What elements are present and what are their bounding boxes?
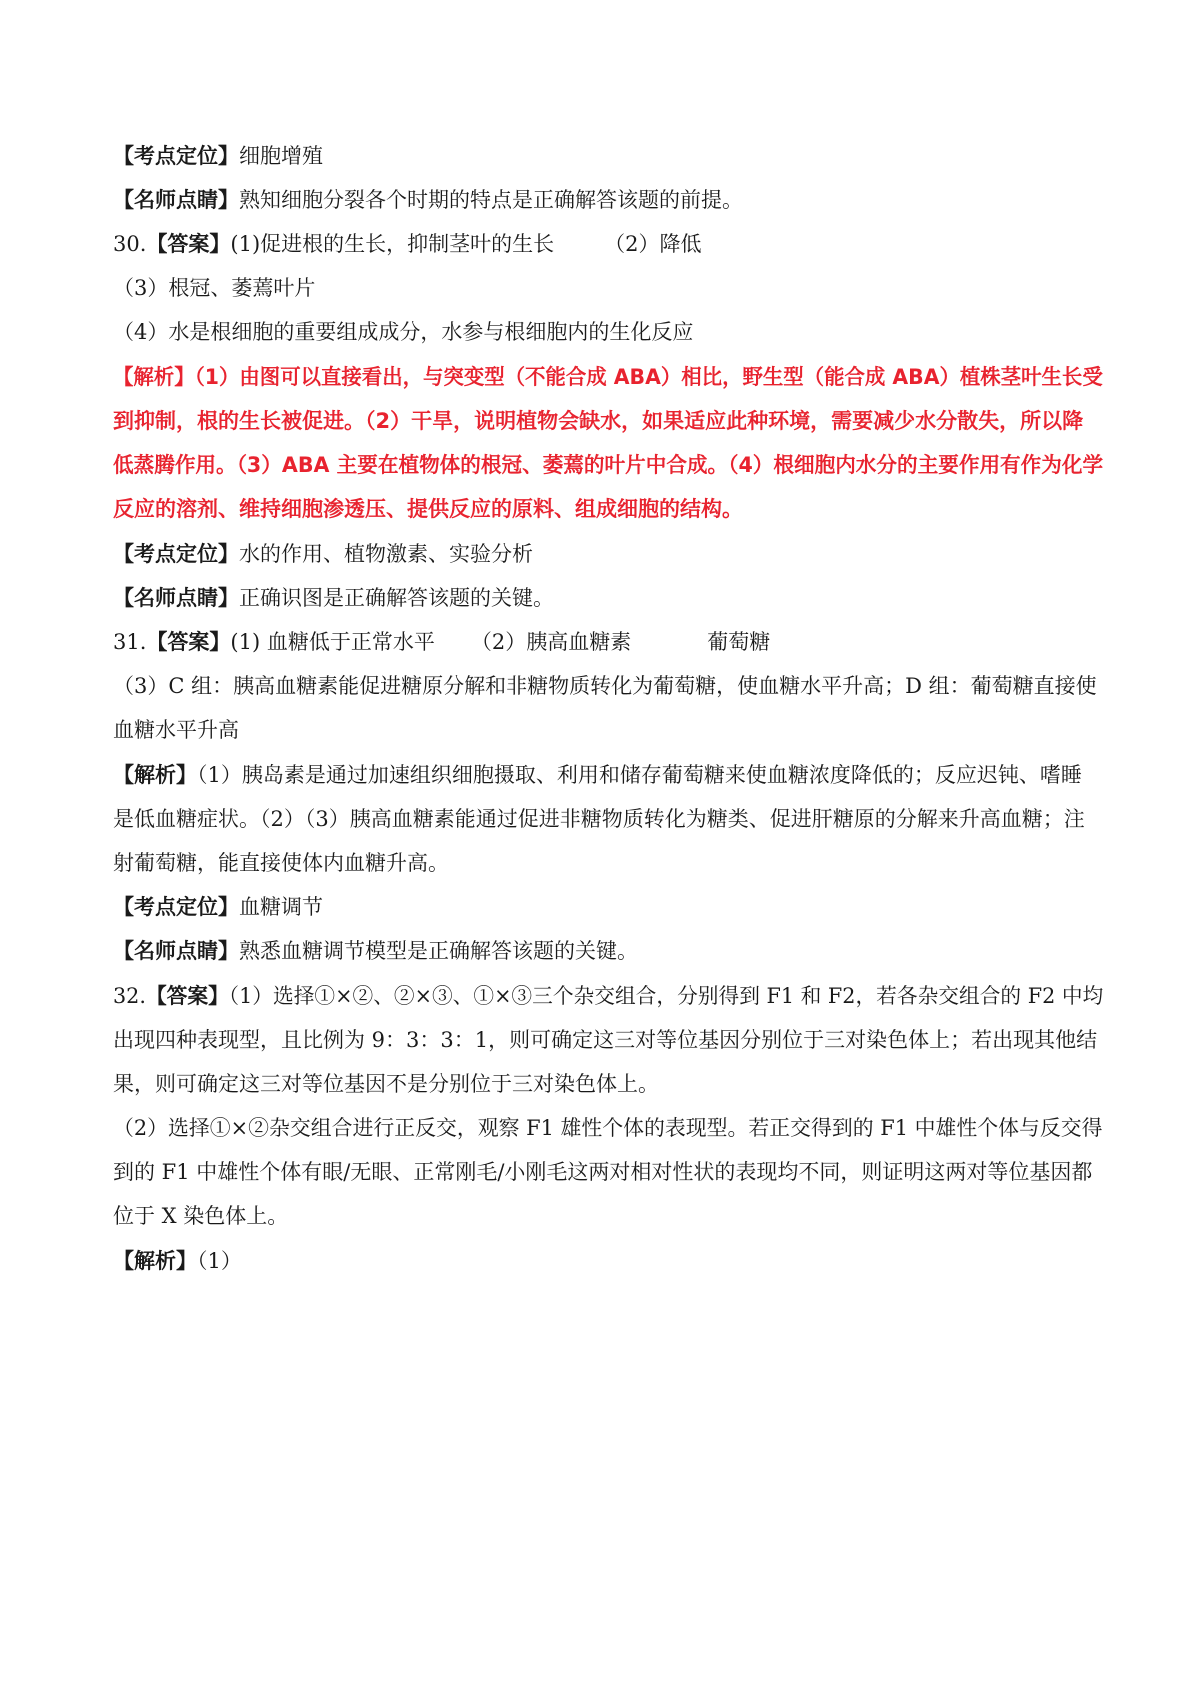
mingshi-label: 【名师点睛】 (113, 187, 239, 212)
q31-number: 31. (113, 630, 147, 654)
q31-mingshi-line (113, 937, 638, 965)
q31-mingshi-text: 熟悉血糖调节模型是正确解答该题的关键。 (239, 939, 638, 963)
q32-answer-line-1 (113, 982, 1103, 1010)
q31-answer-line-2: （3）C 组：胰高血糖素能促进糖原分解和非糖物质转化为葡萄糖，使血糖水平升高；D 组：葡萄糖直接使 (113, 674, 1097, 698)
q30-answer-label: 【答案】 (146, 231, 231, 256)
q31-kaodian-label: 【考点定位】 (113, 894, 239, 919)
q30-mingshi-text: 正确识图是正确解答该题的关键。 (239, 586, 554, 610)
q31-answer-part-3: 葡萄糖 (707, 630, 771, 654)
q30-kaodian-label: 【考点定位】 (113, 541, 239, 566)
q30-kaodian-text: 水的作用、植物激素、实验分析 (239, 542, 533, 566)
kaodian-text: 细胞增殖 (239, 144, 323, 168)
q30-analysis-line-4: 反应的溶剂、维持细胞渗透压、提供反应的原料、组成细胞的结构。 (113, 497, 743, 521)
mingshi-text: 熟知细胞分裂各个时期的特点是正确解答该题的前提。 (239, 188, 743, 212)
q30-analysis-line-3: 低蒸腾作用。（3）ABA 主要在植物体的根冠、萎蔫的叶片中合成。（4）根细胞内水分的主要作用有作为化学 (113, 453, 1104, 477)
q31-answer-part-2: （2）胰高血糖素 (470, 630, 632, 654)
q30-mingshi-line (113, 584, 554, 612)
q31-analysis-line-2: 是低血糖症状。（2）（3）胰高血糖素能通过促进非糖物质转化为糖类、促进肝糖原的分解来升高血糖；注 (113, 807, 1085, 831)
q30-analysis-label: 【解析】 (113, 365, 195, 389)
q30-answer-line-1 (113, 230, 702, 258)
q32-answer-line-3: 果，则可确定这三对等位基因不是分别位于三对染色体上。 (113, 1072, 659, 1096)
q30-kaodian-line (113, 540, 533, 568)
q31-analysis-line-1 (113, 761, 1082, 789)
q30-number: 30. (113, 232, 147, 256)
q32-answer-text-1: （1）选择①×②、②×③、①×③三个杂交组合，分别得到 F1 和 F2，若各杂交组合的 F2 中均 (228, 984, 1104, 1008)
q32-answer-label: 【答案】 (145, 983, 229, 1008)
q31-answer-line-1 (113, 628, 770, 656)
q31-kaodian-text: 血糖调节 (239, 895, 323, 919)
q32-answer-line-6: 位于 X 染色体上。 (113, 1204, 289, 1228)
q31-analysis-text-1: （1）胰岛素是通过加速组织细胞摄取、利用和储存葡萄糖来使血糖浓度降低的；反应迟钝、嗜睡 (197, 763, 1082, 787)
q31-analysis-label: 【解析】 (113, 762, 197, 787)
mingshi-line-1 (113, 186, 743, 214)
q31-analysis-line-3: 射葡萄糖，能直接使体内血糖升高。 (113, 851, 449, 875)
q30-answer-part-2: （2）降低 (604, 232, 702, 256)
q31-kaodian-line (113, 893, 323, 921)
q30-answer-part-3: （3）根冠、萎蔫叶片 (113, 276, 316, 300)
q32-answer-line-4: （2）选择①×②杂交组合进行正反交，观察 F1 雄性个体的表现型。若正交得到的 F1 中雄性个体与反交得 (113, 1116, 1103, 1140)
q32-analysis-text-1: （1） (197, 1249, 242, 1273)
kaodian-line-1 (113, 142, 323, 170)
q31-answer-line-3: 血糖水平升高 (113, 718, 239, 742)
q32-answer-line-2: 出现四种表现型，且比例为 9：3：3：1，则可确定这三对等位基因分别位于三对染色体上；若出现其他结 (113, 1028, 1098, 1052)
q31-mingshi-label: 【名师点睛】 (113, 938, 239, 963)
q30-mingshi-label: 【名师点睛】 (113, 585, 239, 610)
q32-analysis-line-1 (113, 1247, 242, 1275)
q30-analysis-line-2: 到抑制，根的生长被促进。（2）干旱，说明植物会缺水，如果适应此种环境，需要减少水分散失，所以降 (113, 409, 1084, 433)
kaodian-label: 【考点定位】 (113, 143, 239, 168)
q32-analysis-label: 【解析】 (113, 1248, 197, 1273)
q30-analysis-text-1: （1）由图可以直接看出，与突变型（不能合成 ABA）相比，野生型（能合成 ABA）植株茎叶生长受 (194, 365, 1103, 389)
q32-answer-line-5: 到的 F1 中雄性个体有眼/无眼、正常刚毛/小刚毛这两对相对性状的表现均不同，则证明这两对等位基因都 (113, 1160, 1093, 1184)
q31-answer-part-1: (1) 血糖低于正常水平 (230, 630, 435, 654)
q30-answer-part-4: （4）水是根细胞的重要组成成分，水参与根细胞内的生化反应 (113, 320, 694, 344)
q31-answer-label: 【答案】 (146, 629, 231, 654)
q30-answer-part-1: (1)促进根的生长，抑制茎叶的生长 (230, 232, 555, 256)
q30-analysis-line-1 (113, 363, 1103, 391)
q32-number: 32. (113, 984, 146, 1008)
